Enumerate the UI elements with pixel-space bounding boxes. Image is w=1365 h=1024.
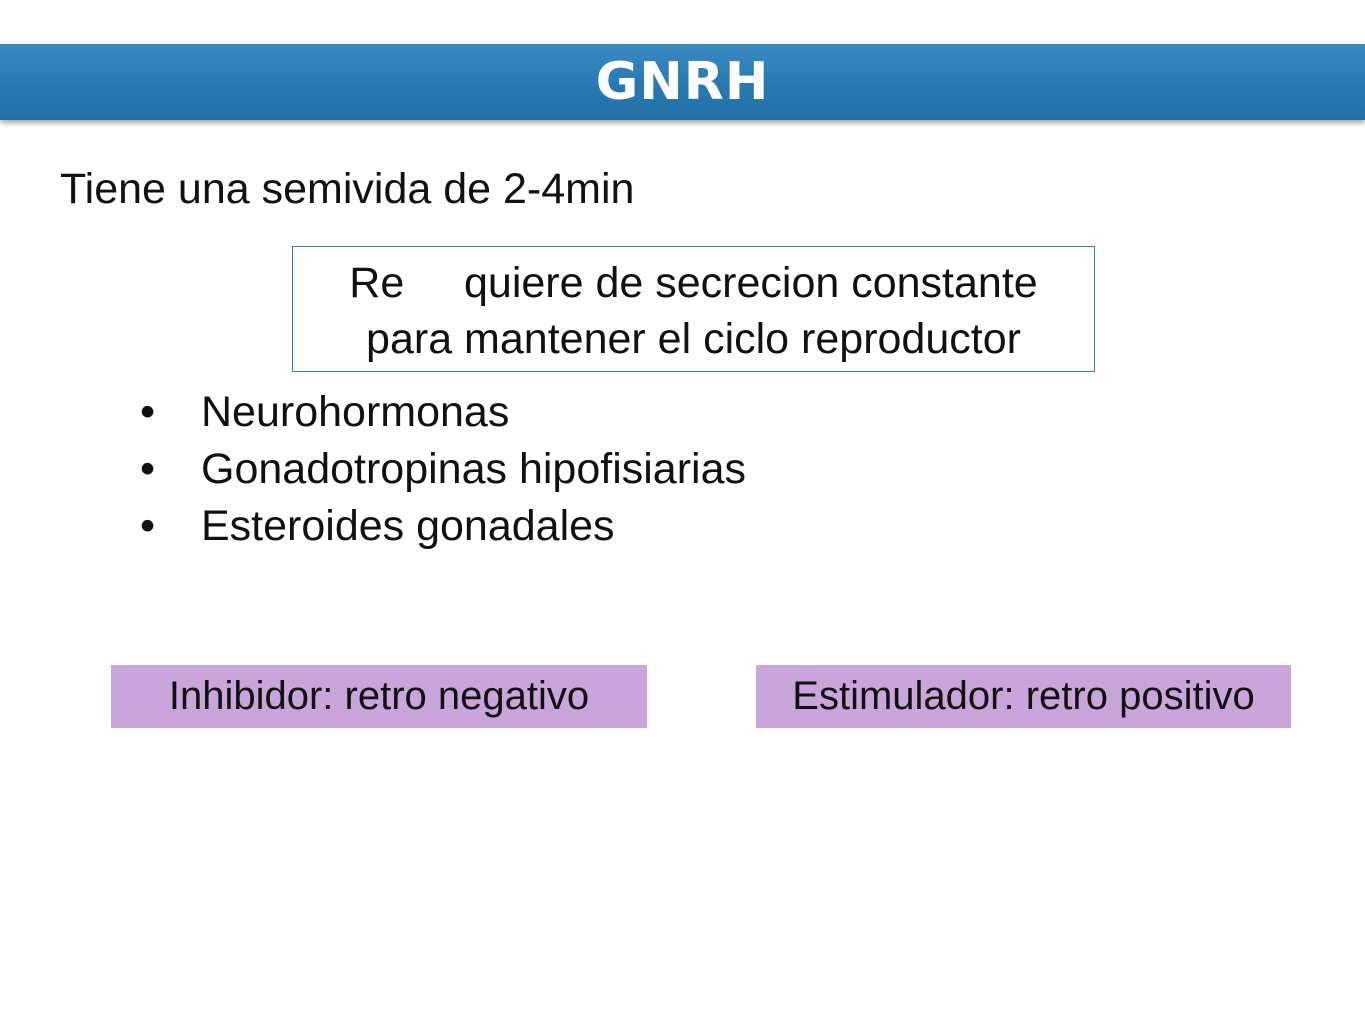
list-item [140, 498, 746, 555]
list-item-label: Neurohormonas [201, 388, 510, 436]
bullet-marker: • [140, 388, 156, 436]
inhibitor-tag: Inhibidor: retro negativo [111, 665, 647, 728]
bullet-list [140, 384, 746, 555]
half-life-statement: Tiene una semivida de 2-4min [60, 165, 635, 213]
stimulator-tag: Estimulador: retro positivo [756, 665, 1291, 728]
bullet-marker: • [140, 445, 156, 493]
list-item-label: Esteroides gonadales [201, 502, 615, 550]
list-item [140, 441, 746, 498]
list-item-label: Gonadotropinas hipofisiarias [201, 445, 746, 493]
secretion-note-box [292, 246, 1095, 372]
bullet-marker: • [140, 502, 156, 550]
slide-title: GNRH [595, 52, 770, 112]
note-line-2: para mantener el ciclo reproductor [366, 315, 1021, 363]
list-item [140, 384, 746, 441]
note-line-1: Re quiere de secrecion constante [349, 259, 1038, 307]
title-banner [0, 44, 1365, 120]
